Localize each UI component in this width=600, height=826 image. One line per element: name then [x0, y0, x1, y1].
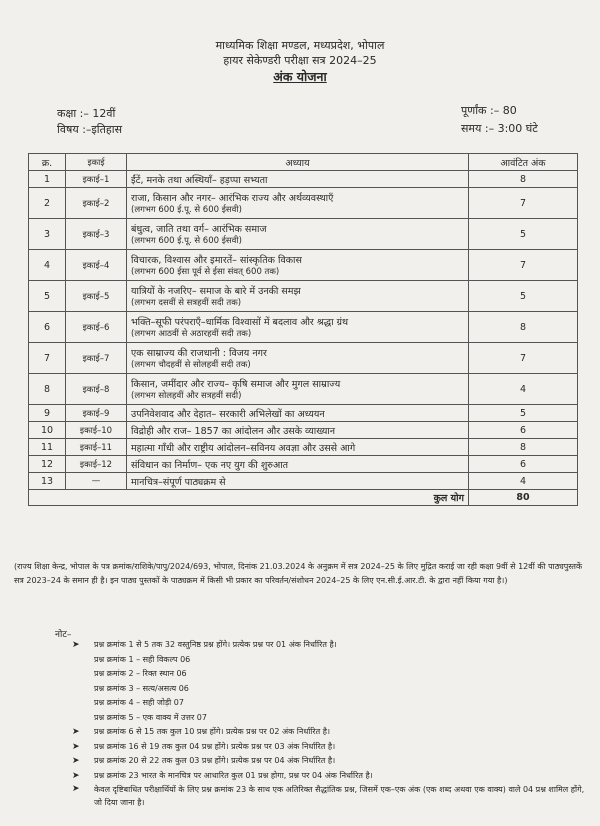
row-marks: 5: [469, 405, 578, 422]
row-marks: 8: [469, 312, 578, 343]
note-label: नोट–: [55, 630, 72, 640]
chapter-period: (लगभग चौदहवीं से सोलहवीं सदी तक): [131, 360, 251, 370]
row-unit: इकाई–5: [66, 281, 127, 312]
subject-label: विषय :–इतिहास: [57, 123, 123, 136]
row-unit: इकाई–12: [66, 456, 127, 473]
row-chapter: [127, 281, 469, 312]
notes-list: [64, 638, 594, 809]
table-row: [29, 250, 578, 281]
chapter-period: (लगभग 600 ईसा पूर्व से ईसा संवत् 600 तक): [131, 267, 280, 277]
row-chapter: [127, 188, 469, 219]
row-marks: 5: [469, 281, 578, 312]
row-serial: 3: [29, 219, 66, 250]
chapter-title: संविधान का निर्माण– एक नए युग की शुरुआत: [131, 459, 289, 471]
row-chapter: [127, 171, 469, 188]
note-item: प्रश्न क्रमांक 2 – रिक्त स्थान 06: [94, 669, 187, 678]
row-serial: 7: [29, 343, 66, 374]
chapter-title: राजा, किसान और नगर– आरंभिक राज्य और अर्थव्यवस्थाएँ: [131, 193, 334, 204]
page-title-text: अंक योजना: [273, 69, 327, 84]
row-marks: 7: [469, 188, 578, 219]
chapter-title: बंधुत्व, जाति तथा वर्ग– आरंभिक समाज: [131, 224, 267, 235]
row-chapter: [127, 473, 469, 490]
note-item: प्रश्न क्रमांक 5 – एक वाक्य में उत्तर 07: [94, 712, 207, 722]
table-row: [29, 422, 578, 439]
row-unit: इकाई–4: [66, 250, 127, 281]
table-row: [29, 312, 578, 343]
board-name: माध्यमिक शिक्षा मण्डल, मध्यप्रदेश, भोपाल: [215, 39, 385, 52]
chapter-title: ईंटें, मनके तथा अस्थियाँ– हड़प्पा सभ्यता: [131, 174, 268, 186]
row-unit: इकाई–10: [66, 422, 127, 439]
chapter-title: विद्रोही और राज– 1857 का आंदोलन और उसके व्याख्यान: [131, 425, 336, 437]
page-title: [0, 68, 600, 85]
chapter-title: किसान, जमींदार और राज्य– कृषि समाज और मुगल साम्राज्य: [131, 379, 341, 390]
table-row: [29, 171, 578, 188]
row-marks: 4: [469, 374, 578, 405]
row-unit: —: [66, 473, 127, 490]
row-chapter: [127, 250, 469, 281]
chapter-period: (लगभग आठवीं से अठारहवीं सदी तक): [131, 329, 252, 339]
time-label: समय :– 3:00 घंटे: [461, 122, 538, 135]
row-marks: 8: [469, 171, 578, 188]
table-row: [29, 281, 578, 312]
row-marks: 7: [469, 250, 578, 281]
header-chapter: अध्याय: [127, 154, 469, 171]
chapter-title: यात्रियों के नजरिए– समाज के बारे में उनकी समझ: [131, 286, 301, 297]
note-item: ➤ प्रश्न क्रमांक 20 से 22 तक कुल 03 प्रश्न होंगे। प्रत्येक प्रश्न पर 04 अंक निर्धारित है।: [64, 754, 594, 769]
exam-session: हायर सेकेण्डरी परीक्षा सत्र 2024–25: [223, 54, 377, 67]
row-chapter: [127, 456, 469, 473]
table-header-row: [29, 154, 578, 171]
chapter-title: महात्मा गाँधी और राष्ट्रीय आंदोलन–सविनय अवज्ञा और उससे आगे: [131, 442, 356, 454]
chapter-title: विचारक, विश्वास और इमारतें– सांस्कृतिक विकास: [131, 255, 302, 266]
chapter-title: भक्ति–सूफी परंपराएँ–धार्मिक विश्वासों में बदलाव और श्रद्धा ग्रंथ: [131, 317, 349, 328]
row-serial: 11: [29, 439, 66, 456]
row-chapter: [127, 219, 469, 250]
row-serial: 2: [29, 188, 66, 219]
chapter-title: मानचित्र–संपूर्ण पाठ्यक्रम से: [131, 476, 226, 488]
table-row: [29, 456, 578, 473]
total-row: [29, 490, 578, 506]
row-serial: 1: [29, 171, 66, 188]
table-row: [29, 219, 578, 250]
note-item: ➤ प्रश्न क्रमांक 1 से 5 तक 32 वस्तुनिष्ठ प्रश्न होंगे। प्रत्येक प्रश्न पर 01 अंक निर्धारित है।: [64, 638, 594, 653]
chapter-period: (लगभग सोलहवीं और सत्रहवीं सदी): [131, 391, 242, 401]
table-row: [29, 439, 578, 456]
table-row: [29, 473, 578, 490]
chapter-period: (लगभग 600 ई.पू. से 600 ईसवी): [131, 236, 242, 246]
chapter-title: एक साम्राज्य की राजधानी : विजय नगर: [131, 348, 267, 359]
marks-table: [28, 153, 578, 506]
row-unit: इकाई–11: [66, 439, 127, 456]
row-unit: इकाई–1: [66, 171, 127, 188]
row-marks: 7: [469, 343, 578, 374]
table-row: [29, 343, 578, 374]
row-serial: 12: [29, 456, 66, 473]
note-item: ➤ प्रश्न क्रमांक 23 भारत के मानचित्र पर आधारित कुल 01 प्रश्न होगा, प्रश्न पर 04 अंक निर्धारित है।: [64, 769, 594, 784]
note-item: प्रश्न क्रमांक 4 – सही जोड़ी 07: [94, 698, 184, 707]
notice-paragraph: (राज्य शिक्षा केन्द्र, भोपाल के पत्र क्रमांक/राशिके/पापु/2024/693, भोपाल, दिनांक 21.03.2024 के अनुक्रम में सत्र 2024–25 के लिए मुद्रित कराई जा रही कक्षा 9वीं से 12वीं की पाठ्यपुस्तकें सत्र 2023–24 के समान ही है। इन पाठ्य पुस्तकों के पाठ्यक्रम में किसी भी प्रकार का परिवर्तन/संशोधन 2024–25 के लिए एन.सी.ई.आर.टी. के द्वारा नहीं किया गया है।): [14, 562, 583, 585]
note-item: ➤ केवल दृष्टिबाधित परीक्षार्थियों के लिए प्रश्न क्रमांक 23 के साथ एक अतिरिक्त सैद्धांतिक प्रश्न, जिसमें एक–एक अंक (एक शब्द अथवा एक वाक्य) वाले 04 प्रश्न शामिल होंगे, जो दिया जाना है।: [64, 783, 594, 809]
row-marks: 4: [469, 473, 578, 490]
note-item: ➤ प्रश्न क्रमांक 16 से 19 तक कुल 04 प्रश्न होंगे। प्रत्येक प्रश्न पर 03 अंक निर्धारित है।: [64, 740, 594, 755]
row-unit: इकाई–8: [66, 374, 127, 405]
row-chapter: [127, 422, 469, 439]
row-unit: इकाई–6: [66, 312, 127, 343]
row-chapter: [127, 405, 469, 422]
row-serial: 9: [29, 405, 66, 422]
row-unit: इकाई–9: [66, 405, 127, 422]
note-item: प्रश्न क्रमांक 3 – सत्य/असत्य 06: [94, 683, 189, 693]
row-serial: 5: [29, 281, 66, 312]
row-unit: इकाई–2: [66, 188, 127, 219]
chapter-period: (लगभग दसवीं से सत्रहवीं सदी तक): [131, 298, 242, 308]
table-row: [29, 374, 578, 405]
row-unit: इकाई–3: [66, 219, 127, 250]
table-row: [29, 405, 578, 422]
row-serial: 4: [29, 250, 66, 281]
row-chapter: [127, 374, 469, 405]
row-serial: 6: [29, 312, 66, 343]
row-marks: 5: [469, 219, 578, 250]
header-marks: आवंटित अंक: [469, 154, 578, 171]
total-marks-label: पूर्णांक :– 80: [461, 104, 517, 117]
row-marks: 6: [469, 456, 578, 473]
header-unit: इकाई: [66, 154, 127, 171]
row-chapter: [127, 343, 469, 374]
class-label: कक्षा :– 12वीं: [57, 107, 116, 120]
chapter-period: (लगभग 600 ई.पू. से 600 ईसवी): [131, 205, 242, 215]
chapter-title: उपनिवेशवाद और देहात– सरकारी अभिलेखों का अध्ययन: [131, 408, 325, 420]
note-item: प्रश्न क्रमांक 1 – सही विकल्प 06: [94, 654, 191, 664]
table-row: [29, 188, 578, 219]
total-value: 80: [469, 490, 578, 506]
header-serial: क्र.: [29, 154, 66, 171]
row-serial: 10: [29, 422, 66, 439]
row-serial: 13: [29, 473, 66, 490]
note-item: ➤ प्रश्न क्रमांक 6 से 15 तक कुल 10 प्रश्न होंगे। प्रत्येक प्रश्न पर 02 अंक निर्धारित है।: [64, 725, 594, 740]
row-serial: 8: [29, 374, 66, 405]
total-label: कुल योग: [29, 490, 469, 506]
row-marks: 8: [469, 439, 578, 456]
row-chapter: [127, 439, 469, 456]
row-marks: 6: [469, 422, 578, 439]
row-chapter: [127, 312, 469, 343]
row-unit: इकाई–7: [66, 343, 127, 374]
